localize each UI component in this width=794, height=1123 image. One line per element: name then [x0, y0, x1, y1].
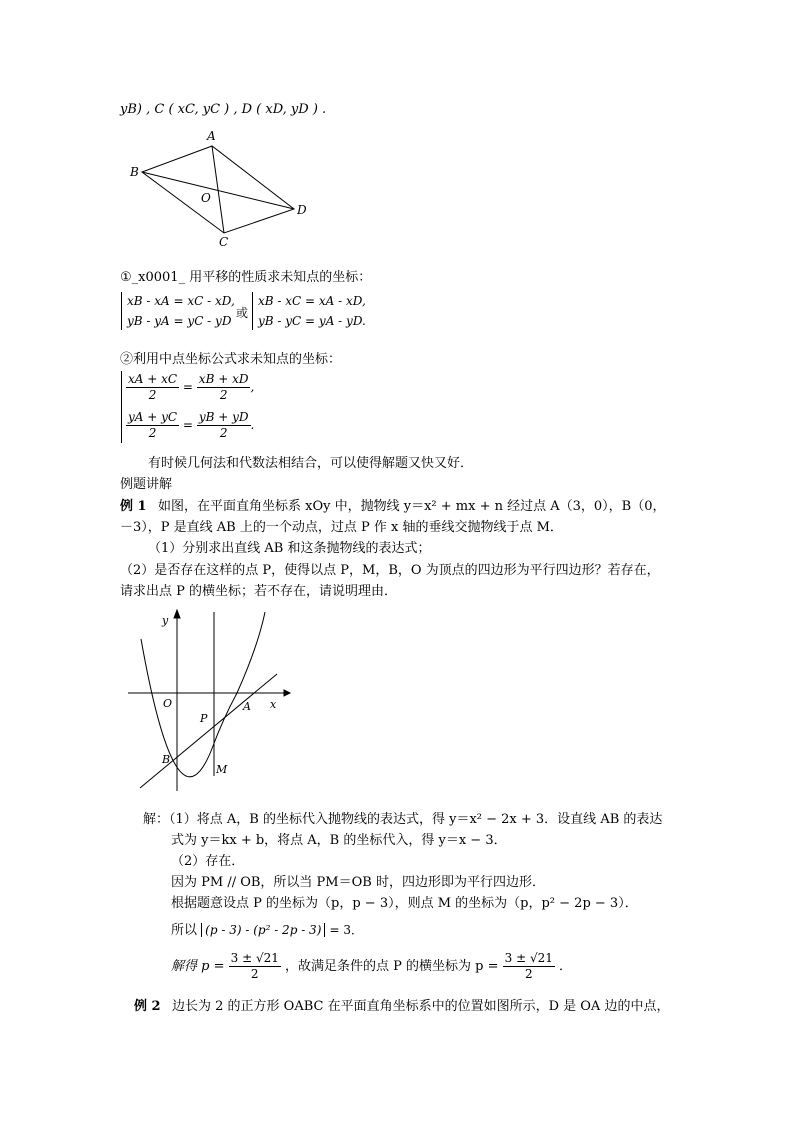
- result-frac-num-2: 3 ± √21: [504, 951, 553, 965]
- method1-eq3: xB - xC = xA - xD,: [258, 294, 366, 308]
- parabola-graph: [118, 606, 298, 796]
- frac-den-l2: 2: [148, 426, 157, 440]
- label-p: P: [200, 712, 208, 725]
- brace-left-3: [121, 371, 122, 443]
- method1-title: ①_x0001_ 用平移的性质求未知点的坐标：: [120, 270, 372, 285]
- label-o: O: [201, 191, 211, 205]
- method1-eq2: yB - yA = yC - yD: [127, 314, 232, 328]
- brace-left-2: [252, 292, 253, 330]
- method1-eq4: yB - yC = yA - yD.: [258, 314, 366, 328]
- frac-den-r2: 2: [219, 426, 228, 440]
- label-o-graph: O: [163, 697, 173, 710]
- abs-expression: (p - 3) - (p² - 2p - 3): [201, 923, 325, 937]
- result-frac-den-1: 2: [250, 967, 259, 981]
- label-a: A: [207, 129, 216, 143]
- label-b-graph: B: [162, 753, 171, 766]
- label-y: y: [162, 614, 169, 627]
- method2-eq2: $\frac{yA + yC}{2}$ = $\frac{yB + yD}{2}$ .: [128, 410, 255, 440]
- label-c: C: [219, 235, 229, 249]
- y-axis-arrow: [174, 610, 180, 618]
- example1-label: 例 1: [120, 499, 147, 514]
- solution-s4: 因为 PM // OB，所以当 PM＝OB 时，四边形即为平行四边形．: [171, 875, 545, 890]
- method2-eq1: $\frac{xA + xC}{2}$ = $\frac{xB + xD}{2}$ ,: [128, 372, 255, 402]
- header-coordinates: yB) , C ( xC, yC ) , D ( xD, yD ) .: [120, 102, 327, 117]
- example2-label: 例 2: [134, 999, 161, 1014]
- line-ab: [140, 674, 277, 788]
- example2-text: 边长为 2 的正方形 OABC 在平面直角坐标系中的位置如图所示，D 是 OA 边的中点，: [172, 999, 670, 1014]
- solution-s3: （2）存在．: [171, 854, 245, 869]
- label-a-graph: A: [243, 700, 251, 713]
- solution-s5: 根据题意设点 P 的坐标为（p，p − 3），则点 M 的坐标为（p，p² − 2p − 3）．: [171, 896, 638, 911]
- frac-num-r1: xB + xD: [198, 372, 249, 386]
- method1-or: 或: [236, 306, 249, 320]
- example1-q2a: （2）是否存在这样的点 P，使得以点 P，M，B，O 为顶点的四边形为平行四边形？若存在，: [120, 563, 660, 578]
- label-x: x: [270, 698, 277, 711]
- result-frac-den-2: 2: [524, 967, 533, 981]
- example1-line2: －3），P 是直线 AB 上的一个动点，过点 P 作 x 轴的垂线交抛物线于点 M．: [120, 520, 563, 535]
- parabola-curve: [141, 612, 265, 777]
- result-frac-num-1: 3 ± √21: [230, 951, 279, 965]
- example1-q2b: 请求出点 P 的横坐标；若不存在，请说明理由．: [120, 584, 398, 599]
- method2-title: ②利用中点坐标公式求未知点的坐标：: [120, 352, 342, 367]
- x-axis-arrow: [284, 690, 290, 696]
- frac-den-r1: 2: [219, 388, 228, 402]
- brace-left-1: [121, 292, 122, 330]
- rhombus-figure: [126, 126, 316, 250]
- section-title: 例题讲解: [120, 477, 173, 492]
- example1-q1: （1）分别求出直线 AB 和这条抛物线的表达式；: [148, 541, 431, 556]
- frac-num-l1: xA + xC: [128, 372, 178, 386]
- solution-s1: 解：（1）将点 A，B 的坐标代入抛物线的表达式，得 y＝x² − 2x + 3．设直线 AB 的表达: [143, 812, 663, 827]
- frac-num-l2: yA + yC: [128, 410, 178, 424]
- example1-line1: 如图，在平面直角坐标系 xOy 中，抛物线 y＝x² + mx + n 经过点 A（3，0），B（0，: [158, 499, 666, 514]
- diagonal-bd: [142, 172, 294, 209]
- frac-num-r2: yB + yD: [198, 410, 249, 424]
- solution-s2: 式为 y＝kx + b，将点 A，B 的坐标代入，得 y＝x − 3．: [171, 833, 507, 848]
- solution-s6: 所以 (p - 3) - (p² - 2p - 3) = 3．: [171, 923, 364, 938]
- label-b: B: [130, 165, 139, 179]
- frac-den-l1: 2: [148, 388, 157, 402]
- label-m: M: [216, 763, 228, 776]
- method1-eq1: xB - xA = xC - xD,: [127, 294, 235, 308]
- solution-s7: 解得 p = $\frac{3 \pm √21}{2}$ ，故满足条件的点 P 的横坐标为 p = $\frac{3 \pm √21}{2}$ ．: [171, 951, 573, 981]
- label-d: D: [297, 203, 307, 217]
- note-text: 有时候几何法和代数法相结合，可以使得解题又快又好．: [148, 456, 474, 471]
